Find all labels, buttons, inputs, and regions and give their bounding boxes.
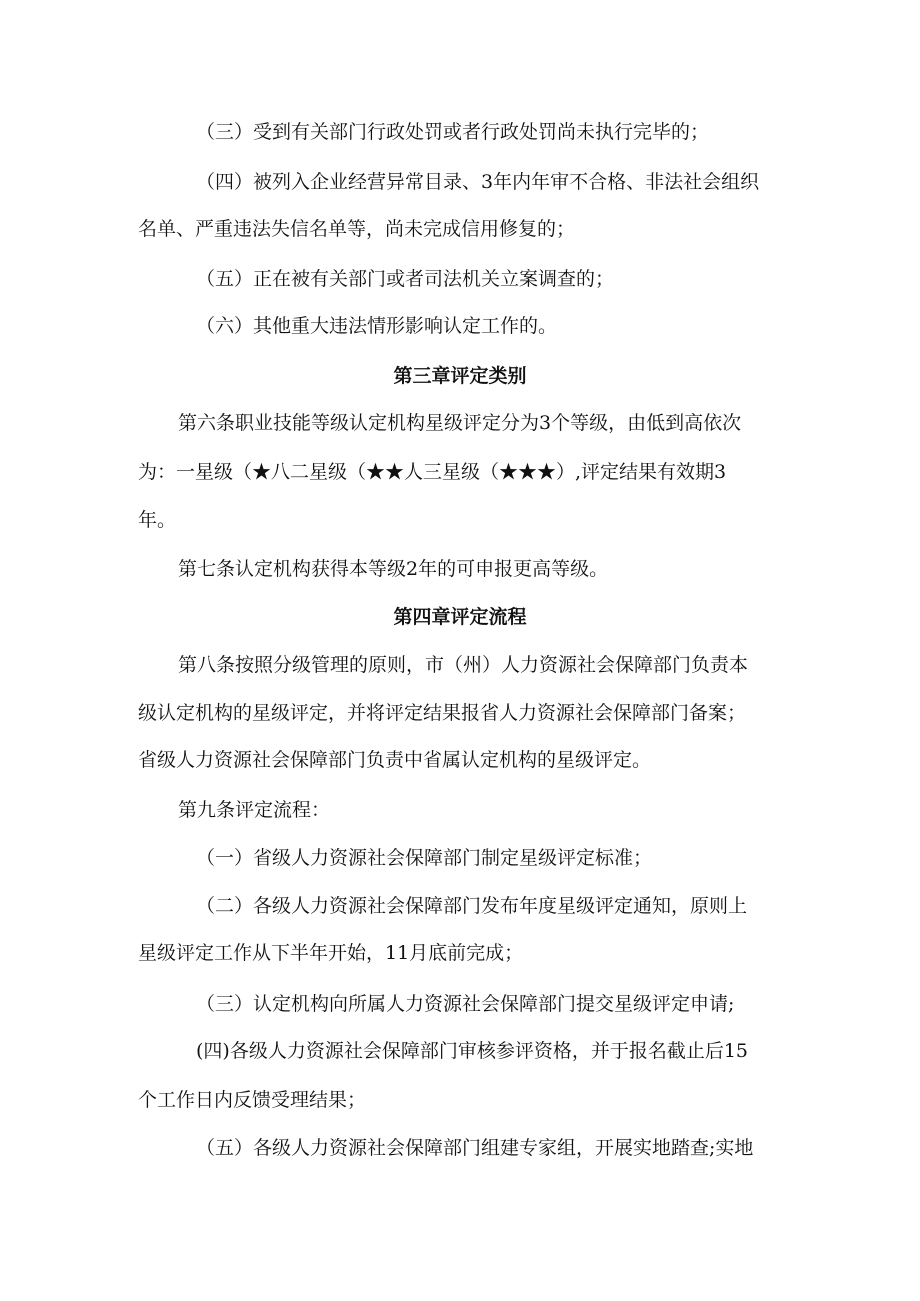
- article-6-line3: 年。: [138, 509, 177, 531]
- step-1: （一）省级人力资源社会保障部门制定星级评定标准；: [196, 847, 653, 869]
- step-4-line2: 个工作日内反馈受理结果；: [138, 1089, 367, 1111]
- step-5-line1: （五）各级人力资源社会保障部门组建专家组，开展实地踏查;实地: [196, 1137, 754, 1159]
- item-3: （三）受到有关部门行政处罚或者行政处罚尚未执行完毕的；: [196, 121, 710, 143]
- chapter-3-heading: 第三章评定类别: [393, 365, 527, 387]
- step-2-line1: （二）各级人力资源社会保障部门发布年度星级评定通知，原则上: [196, 895, 748, 917]
- article-6-line2: 为：一星级（★八二星级（★★人三星级（★★★）,评定结果有效期3: [138, 461, 727, 483]
- article-6-line1: 第六条职业技能等级认定机构星级评定分为3个等级，由低到高依次: [178, 412, 742, 434]
- step-2-line2: 星级评定工作从下半年开始，11月底前完成；: [138, 942, 524, 964]
- article-9: 第九条评定流程：: [178, 799, 331, 821]
- item-4-line2: 名单、严重违法失信名单等，尚未完成信用修复的；: [138, 218, 576, 240]
- item-6: （六）其他重大违法情形影响认定工作的。: [196, 315, 558, 337]
- step-3: （三）认定机构向所属人力资源社会保障部门提交星级评定申请;: [196, 993, 735, 1015]
- item-5: （五）正在被有关部门或者司法机关立案调查的；: [196, 268, 615, 290]
- article-8-line2: 级认定机构的星级评定，并将评定结果报省人力资源社会保障部门备案；: [138, 702, 747, 724]
- item-4-line1: （四）被列入企业经营异常目录、3年内年审不合格、非法社会组织: [196, 171, 760, 193]
- article-8-line3: 省级人力资源社会保障部门负责中省属认定机构的星级评定。: [138, 749, 652, 771]
- chapter-4-heading: 第四章评定流程: [393, 606, 527, 628]
- article-7: 第七条认定机构获得本等级2年的可申报更高等级。: [178, 558, 609, 580]
- article-8-line1: 第八条按照分级管理的原则，市（州）人力资源社会保障部门负责本: [178, 654, 749, 676]
- step-4-line1: (四)各级人力资源社会保障部门审核参评资格，并于报名截止后15: [196, 1040, 749, 1062]
